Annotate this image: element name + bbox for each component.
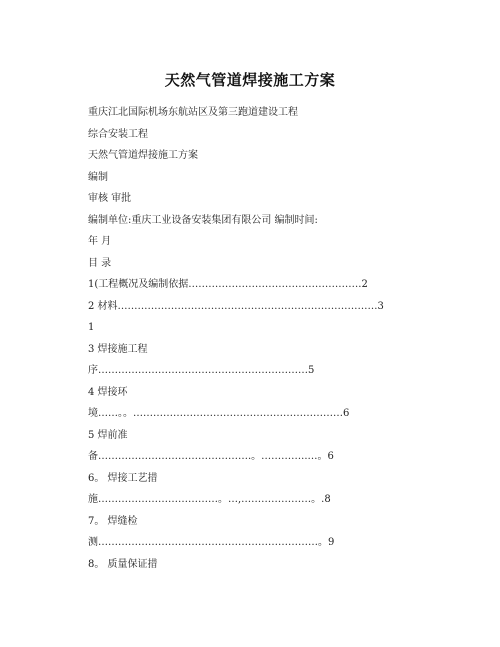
- toc-entry: 5 焊前准: [88, 429, 128, 441]
- toc-entry: 8。 质量保证措: [88, 558, 158, 570]
- toc-entry: 7。 焊缝检: [88, 515, 138, 527]
- plan-name-line: 天然气管道焊接施工方案: [88, 150, 198, 161]
- document-title: 天然气管道焊接施工方案: [164, 71, 336, 89]
- organization-line: 编制单位:重庆工业设备安装集团有限公司 编制时间:: [88, 214, 318, 226]
- toc-entry-continuation: 备……………………………………….。…………..…。6: [88, 451, 334, 462]
- toc-entry-continuation: 测…………………………………………………………。9: [88, 537, 335, 548]
- toc-entry-continuation: 境……。。………………………………………………………6: [88, 408, 350, 419]
- date-line: 年 月: [88, 236, 112, 247]
- review-approval-line: 审核 审批: [88, 193, 132, 204]
- project-subtitle-line: 综合安装工程: [88, 128, 148, 140]
- document-body: [88, 102, 478, 575]
- page-number-text: 1: [88, 322, 95, 333]
- prepared-by-line: 编制: [88, 171, 108, 183]
- toc-entry: 3 焊接施工程: [88, 343, 148, 355]
- toc-entry: 6。 焊接工艺措: [88, 472, 158, 484]
- toc-entry-continuation: 施………………………………。…,…………………。.8: [88, 494, 331, 505]
- toc-entry: 2 材料……………………………………………………………………3: [88, 300, 384, 312]
- toc-entry: 1(工程概况及编制依据…………………………………………….2: [88, 279, 368, 290]
- toc-heading: 目 录: [88, 257, 112, 269]
- toc-entry: 4 焊接环: [88, 386, 128, 398]
- toc-entry-continuation: 序………………………………………………………5: [88, 365, 315, 376]
- project-name-line: 重庆江北国际机场东航站区及第三跑道建设工程: [88, 107, 298, 118]
